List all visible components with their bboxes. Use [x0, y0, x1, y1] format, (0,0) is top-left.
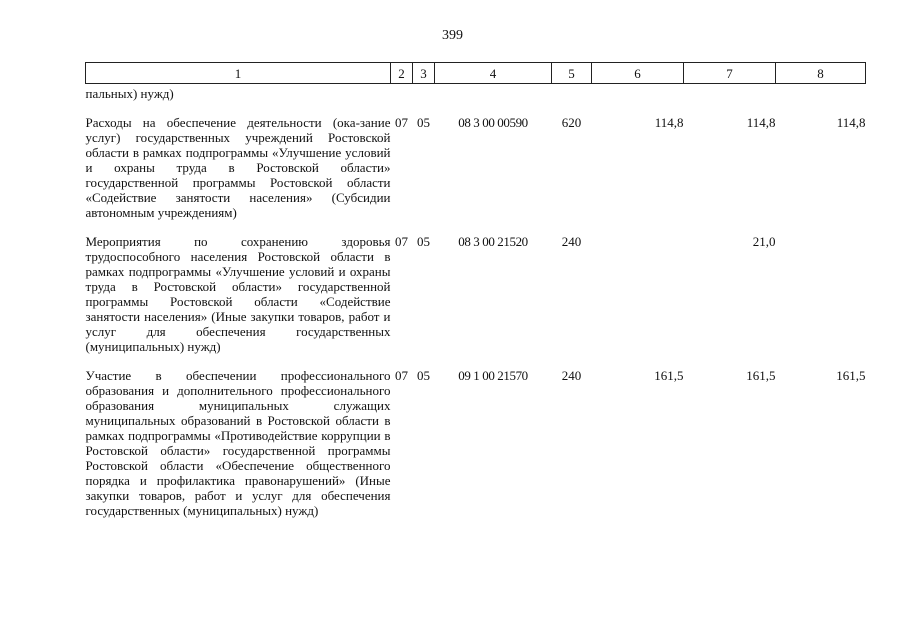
row-description: Мероприятия по сохранению здоровья трудоспособного населения Ростовской области в рамках подпрограммы «Улучшение условий и охраны труда в Ростовской области» государственной программы Ростовской области «Содействие занятости населения» (Иные закупки товаров, работ и услуг для обеспечения государственных (муниципальных) нужд) [85, 234, 391, 354]
row-value-6 [592, 220, 684, 354]
continuation-text: пальных) нужд) [85, 86, 174, 101]
row-value-7: 21,0 [752, 234, 776, 249]
row-rz: 07 [395, 115, 408, 130]
column-header-5: 5 [552, 63, 592, 84]
row-value-6: 114,8 [654, 115, 684, 130]
row-pr: 05 [417, 368, 430, 383]
column-header-2: 2 [391, 63, 413, 84]
row-vr: 240 [561, 368, 582, 383]
row-rz: 07 [395, 368, 408, 383]
table-row [86, 220, 866, 354]
row-value-8: 114,8 [836, 115, 866, 130]
row-csr: 09 1 00 21570 [458, 368, 528, 383]
budget-table [85, 62, 866, 518]
row-rz: 07 [395, 234, 408, 249]
column-header-8: 8 [776, 63, 866, 84]
row-vr: 620 [561, 115, 582, 130]
table-header-row [86, 63, 866, 84]
table-row [86, 354, 866, 518]
row-value-7: 114,8 [746, 115, 776, 130]
row-value-7: 161,5 [746, 368, 776, 383]
row-value-8 [776, 220, 866, 354]
table-row [86, 101, 866, 220]
column-header-3: 3 [413, 63, 435, 84]
row-csr: 08 3 00 21520 [458, 234, 528, 249]
column-header-1: 1 [86, 63, 391, 84]
row-pr: 05 [417, 234, 430, 249]
column-header-6: 6 [592, 63, 684, 84]
row-value-8: 161,5 [836, 368, 866, 383]
row-description: Участие в обеспечении профессионального образования и дополнительного профессионального образования муниципальных служащих муниципальных образований в Ростовской области в рамках подпрограммы «Противодействие коррупции в Ростовской области» государственной программы Ростовской области «Обеспечение общественного порядка и профилактика правонарушений» (Иные закупки товаров, работ и услуг для обеспечения государственных (муниципальных) нужд) [85, 368, 391, 518]
column-header-4: 4 [435, 63, 552, 84]
page-number: 399 [442, 28, 463, 43]
row-pr: 05 [417, 115, 430, 130]
row-description: Расходы на обеспечение деятельности (ока-зание услуг) государственных учреждений Ростовской области в рамках подпрограммы «Улучшение условий и охраны труда в Ростовской области» государственной программы Ростовской области «Содействие занятости населения» (Субсидии автономным учреждениям) [85, 115, 391, 220]
row-vr: 240 [561, 234, 582, 249]
continuation-row [86, 84, 866, 102]
column-header-7: 7 [684, 63, 776, 84]
row-csr: 08 3 00 00590 [458, 115, 528, 130]
row-value-6: 161,5 [654, 368, 684, 383]
